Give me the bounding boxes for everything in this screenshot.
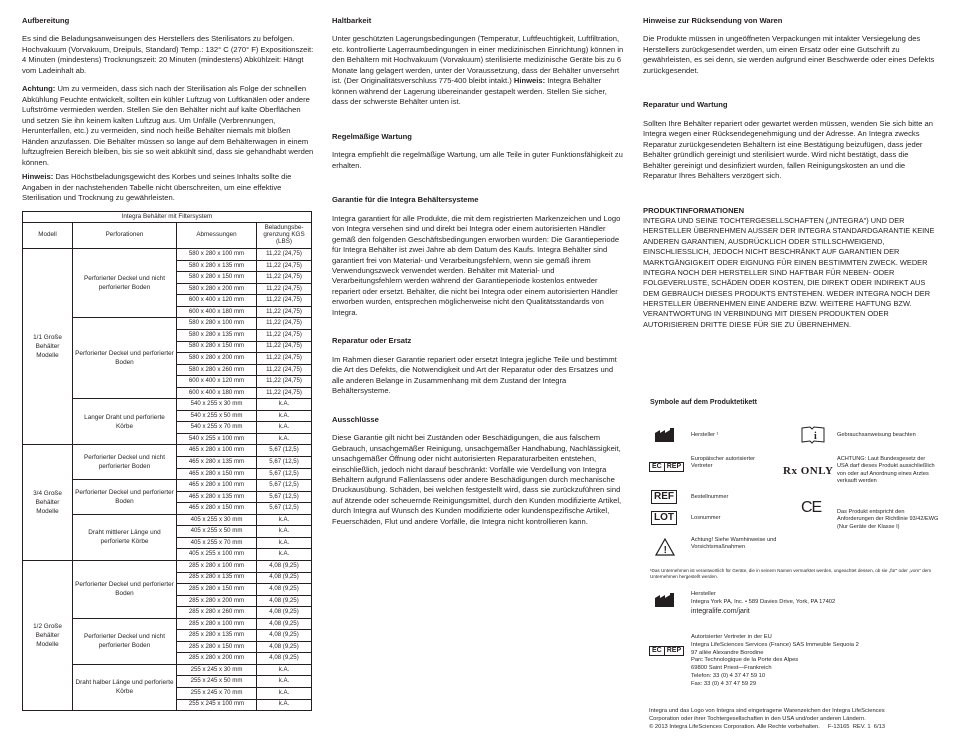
table-row	[23, 249, 312, 261]
model-cell: 1/1 Große Behälter Modelle	[23, 249, 73, 445]
load-limit-cell: 4,08 (9,25)	[257, 595, 312, 607]
achtung-paragraph	[22, 84, 314, 168]
dimension-cell: 285 x 280 x 260 mm	[177, 607, 257, 619]
load-limit-cell: 4,08 (9,25)	[257, 630, 312, 642]
perforation-cell: Langer Draht und perforierte Körbe	[73, 399, 177, 445]
dimension-cell: 580 x 280 x 260 mm	[177, 364, 257, 376]
header-perforationen: Perforationen	[73, 223, 177, 249]
rep-wartung-text: Sollten Ihre Behälter repariert oder gewartet werden müssen, wenden Sie sich bitte an Integra wegen einer Rücksendegenehmigung und der Adresse. An Integra zwecks Reparatur zurückgesendeten Behältern ist eine Bestätigung beizufügen, dass jeder Behälter gründlich gereinigt und sterilisiert wurde. Wird nicht bestätigt, dass die Behälter gereinigt und desinfiziert wurden, fallen Reinigungskosten an und die Reparatur Ihres Behälters verzögert sich.	[643, 118, 933, 181]
dimension-cell: 580 x 280 x 135 mm	[177, 330, 257, 342]
symbols-heading: Symbole auf dem Produktetikett	[650, 399, 757, 406]
eu-rep-block	[643, 634, 937, 704]
perforation-cell: Perforierter Deckel und perforierter Boden	[73, 560, 177, 618]
load-limit-cell: k.A.	[257, 699, 312, 711]
dimension-cell: 580 x 280 x 100 mm	[177, 318, 257, 330]
perforation-cell: Perforierter Deckel und nicht perforierter Boden	[73, 618, 177, 664]
dimension-cell: 465 x 280 x 150 mm	[177, 468, 257, 480]
load-limit-cell: k.A.	[257, 687, 312, 699]
dimension-cell: 465 x 280 x 100 mm	[177, 445, 257, 457]
dimension-cell: 255 x 245 x 70 mm	[177, 687, 257, 699]
hersteller-block	[643, 590, 937, 628]
load-limit-cell: 11,22 (24,75)	[257, 318, 312, 330]
dimension-cell: 255 x 245 x 100 mm	[177, 699, 257, 711]
load-limit-cell: 11,22 (24,75)	[257, 341, 312, 353]
load-limit-cell: 11,22 (24,75)	[257, 272, 312, 284]
load-limit-cell: k.A.	[257, 549, 312, 561]
sym-ecrep-label: Europäischer autorisierter Vertreter	[691, 455, 756, 470]
perforation-cell: Perforierter Deckel und nicht perforierter Boden	[73, 445, 177, 480]
dimension-cell: 405 x 255 x 70 mm	[177, 537, 257, 549]
dimension-cell: 405 x 255 x 50 mm	[177, 526, 257, 538]
dimension-cell: 600 x 400 x 120 mm	[177, 376, 257, 388]
dimension-cell: 465 x 280 x 100 mm	[177, 480, 257, 492]
column-left	[22, 16, 314, 711]
wartung-text: Integra empfiehlt die regelmäßige Wartung, um alle Teile in guter Funktionsfähigkeit zu erhalten.	[332, 150, 623, 170]
achtung-label: Achtung:	[22, 84, 56, 94]
ifu-glyph: i	[814, 430, 817, 442]
haltbarkeit-text: Unter geschützten Lagerungsbedingungen (Temperatur, Luftfeuchtigkeit, Luftfiltration, etc. kontrollierte Lagerraumbedingungen in einer medizinischen Einrichtung) können in den Behältern mit Hochvakuum (Vorvakuum) sterilisierte medizinische Geräte bis zu 6 Monate lang gelagert werden, unter der Voraussetzung, dass der Behälter unversehrt ist. (Der Originalitätsverschluss 775-400 bleibt intakt.)	[332, 34, 624, 86]
eu-phone: Telefon: 33 (0) 4 37 47 59 10	[691, 673, 766, 680]
dimension-cell: 285 x 280 x 200 mm	[177, 653, 257, 665]
rx-only-icon: Rx ONLY	[783, 464, 834, 477]
perforation-cell: Perforierter Deckel und nicht perforierter Boden	[73, 249, 177, 318]
dimension-cell: 600 x 400 x 120 mm	[177, 295, 257, 307]
load-limit-cell: 4,08 (9,25)	[257, 607, 312, 619]
load-limit-cell: k.A.	[257, 410, 312, 422]
eu-city: 69800 Saint Priest—Frankreich	[691, 665, 772, 672]
dimension-cell: 285 x 280 x 100 mm	[177, 560, 257, 572]
eu-fax: Fax: 33 (0) 4 37 47 59 29	[691, 680, 757, 687]
garantie-heading: Garantie für die Integra Behältersysteme	[332, 195, 479, 205]
load-limit-cell: 11,22 (24,75)	[257, 387, 312, 399]
load-limit-cell: 5,67 (12,5)	[257, 457, 312, 469]
model-cell: 3/4 Große Behälter Modelle	[23, 445, 73, 560]
reparatur-heading: Reparatur oder Ersatz	[332, 336, 412, 346]
load-limit-table	[22, 211, 312, 712]
eu-street: 97 allée Alexandre Borodine	[691, 649, 764, 656]
dimension-cell: 465 x 280 x 135 mm	[177, 491, 257, 503]
eu-label: Autorisierter Vertreter in der EU	[691, 634, 772, 641]
load-limit-cell: k.A.	[257, 526, 312, 538]
rep-wartung-heading: Reparatur und Wartung	[643, 100, 728, 110]
reparatur-text: Im Rahmen dieser Garantie repariert oder ersetzt Integra jegliche Teile und bestimmt die Art des Defekts, die Notwendigkeit und Art der Reparatur oder des Ersatzes und alle anderen Belange in Zusammenhang mit dem Zustand der Integra Behältersysteme.	[332, 354, 617, 396]
dimension-cell: 285 x 280 x 150 mm	[177, 584, 257, 596]
load-limit-cell: 5,67 (12,5)	[257, 503, 312, 515]
eu-rep-text	[691, 634, 859, 689]
perforation-cell: Perforierter Deckel und perforierter Boden	[73, 480, 177, 515]
hinweis-paragraph	[22, 172, 314, 203]
perforation-cell: Draht mittlerer Länge und perforierte Körbe	[73, 514, 177, 560]
legal-line-1: Integra und das Logo von Integra sind eingetragene Warenzeichen der Integra LifeSciences	[649, 708, 885, 715]
hinweis-text: Das Höchstbeladungsgewicht des Korbes und seines Inhalts sollte die Angaben in der nachstehenden Tabelle nicht überschreiten, um eine effektive Sterilisation und Trocknung zu gewährleisten.	[22, 172, 292, 203]
rep-box-2: REP	[664, 646, 684, 656]
load-limit-cell: k.A.	[257, 537, 312, 549]
haltbarkeit-heading: Haltbarkeit	[332, 16, 372, 25]
load-limit-cell: 11,22 (24,75)	[257, 249, 312, 261]
dimension-cell: 580 x 280 x 200 mm	[177, 353, 257, 365]
hersteller-address: Integra York PA, Inc. • 589 Davies Drive, York, PA 17402	[691, 599, 836, 606]
column-right	[643, 16, 937, 330]
warning-glyph: !	[663, 544, 667, 556]
sym-rx-label: ACHTUNG: Laut Bundesgesetz der USA darf dieses Produkt ausschließlich von oder auf Anordnung eines Arztes verkauft werden	[837, 455, 935, 485]
haltbarkeit-paragraph	[332, 34, 624, 107]
symbols-grid	[643, 424, 937, 564]
load-limit-cell: 11,22 (24,75)	[257, 376, 312, 388]
load-limit-cell: k.A.	[257, 433, 312, 445]
dimension-cell: 255 x 245 x 50 mm	[177, 676, 257, 688]
dimension-cell: 600 x 400 x 180 mm	[177, 306, 257, 318]
dimension-cell: 580 x 280 x 150 mm	[177, 272, 257, 284]
eu-company: Integra LifeSciences Services (France) SAS Immeuble Sequoia 2	[691, 641, 859, 648]
load-limit-cell: 11,22 (24,75)	[257, 283, 312, 295]
perforation-cell: Perforierter Deckel und perforierter Boden	[73, 318, 177, 399]
book-info-icon	[801, 426, 825, 444]
load-limit-cell: 4,08 (9,25)	[257, 572, 312, 584]
load-limit-cell: 11,22 (24,75)	[257, 260, 312, 272]
achtung-text: Um zu vermeiden, dass sich nach der Sterilisation als Folge der schnellen Abkühlung Feuchte entwickelt, sollten ein kühler Luftzug von Luftkanälen oder andere Luftströme vermieden werden. Stellen Sie den Behälter nicht auf kalte Oberflächen und setzen Sie ihn keinem kalten Luftzug aus. Um Unfälle (Verbrennungen, Herunterfallen, etc.) zu vermeiden, sind noch heiße Behälter niemals mit bloßen Händen anzufassen. Die Behälter müssen so lange auf dem Behälterwagen in einem luftzugfreien Bereich bleiben, bis sie so weit abkühlt sind, dass sie gehandhabt werden können.	[22, 84, 314, 167]
produkt-heading: PRODUKTINFORMATIONEN	[643, 205, 745, 215]
lot-icon: LOT	[651, 511, 677, 525]
dimension-cell: 285 x 280 x 135 mm	[177, 572, 257, 584]
load-limit-cell: 4,08 (9,25)	[257, 560, 312, 572]
ec-rep-icon-2	[649, 646, 684, 656]
dimension-cell: 540 x 255 x 100 mm	[177, 433, 257, 445]
load-limit-cell: 4,08 (9,25)	[257, 618, 312, 630]
dimension-cell: 540 x 255 x 70 mm	[177, 422, 257, 434]
legal-line-2: Corporation oder ihrer Tochtergesellschaften in den USA und/oder anderen Ländern.	[649, 715, 866, 722]
ec-rep-icon	[649, 462, 684, 472]
ec-box-2: EC	[649, 646, 664, 656]
sym-ifu-label: Gebrauchsanweisung beachten	[837, 431, 916, 438]
load-limit-cell: 4,08 (9,25)	[257, 653, 312, 665]
dimension-cell: 405 x 255 x 30 mm	[177, 514, 257, 526]
dimension-cell: 255 x 245 x 30 mm	[177, 664, 257, 676]
warning-triangle-icon	[655, 538, 675, 556]
rep-box: REP	[664, 462, 684, 472]
dimension-cell: 465 x 280 x 135 mm	[177, 457, 257, 469]
eu-park: Parc Technologique de la Porte des Alpes	[691, 657, 799, 664]
table-row	[23, 560, 312, 572]
dimension-cell: 465 x 280 x 150 mm	[177, 503, 257, 515]
ce-mark-icon: CE	[801, 498, 822, 516]
load-limit-cell: k.A.	[257, 664, 312, 676]
load-limit-cell: 5,67 (12,5)	[257, 480, 312, 492]
header-abmessungen: Abmessungen	[177, 223, 257, 249]
aufbereitung-text: Es sind die Beladungsanweisungen des Herstellers des Sterilisators zu befolgen. Hochvakuum (Vorvakuum, Dreipuls, Standard) Temp.: 132° C (270° F) Expositionszeit: 4 Minuten (mindestens) Trocknungszeit: 20 Minuten (mindestens) Abkühlzeit: Hängt vom Ladeinhalt ab.	[22, 34, 314, 75]
load-limit-cell: k.A.	[257, 514, 312, 526]
ruecksendung-text: Die Produkte müssen in ungeöffneten Verpackungen mit intakter Versiegelung des Herstellers zurückgesendet werden, um einen Ersatz oder eine Gutschrift zu gewährleisten, es sei denn, sie werden aufgrund einer Beschwerde oder eines Defekts zurückgesendet.	[643, 34, 935, 75]
header-beladung: Beladungsbe-grenzung KGS (LBS)	[257, 223, 312, 249]
load-limit-cell: 4,08 (9,25)	[257, 641, 312, 653]
dimension-cell: 540 x 255 x 50 mm	[177, 410, 257, 422]
dimension-cell: 580 x 280 x 200 mm	[177, 283, 257, 295]
produkt-text: INTEGRA UND SEINE TOCHTERGESELLSCHAFTEN („INTEGRA") UND DER HERSTELLER ÜBERNEHMEN AUSSER DER INTEGRA STANDARDGARANTIE KEINE ANDEREN GARANTIEN, AUSDRÜCKLICH ODER STILLSCHWEIGEND, EINSCHLIESSLICH, JEDOCH NICHT BESCHRÄNKT AUF GARANTIEN DER MARKTGÄNGIGKEIT ODER EIGNUNG FÜR EINEN BESTIMMTEN ZWECK. WEDER INTEGRA NOCH DER HERSTELLER SIND HAFTBAR FÜR NEBEN- ODER FOLGEVERLUSTE, SCHÄDEN ODER KOSTEN, DIE DIREKT ODER INDIREKT AUS DEM GEBRAUCH DIESES PRODUKTS ENTSTEHEN. WEDER INTEGRA NOCH DER HERSTELLER ÜBERNEHMEN EINE ANDERE BZW. WEITERE HAFTUNG BZW. VERANTWORTUNG IN VERBINDUNG MIT DIESEN PRODUKTEN ODER AUTORISIEREN DRITTE DIESE FÜR SIE ZU ÜBERNEHMEN.	[643, 216, 935, 329]
ruecksendung-heading: Hinweise zur Rücksendung von Waren	[643, 16, 783, 25]
header-modell: Modell	[23, 223, 73, 249]
dimension-cell: 580 x 280 x 100 mm	[177, 249, 257, 261]
sym-ref-label: Bestellnummer	[691, 493, 729, 500]
table-row	[23, 445, 312, 457]
wartung-heading: Regelmäßige Wartung	[332, 131, 412, 141]
garantie-text: Integra garantiert für alle Produkte, die mit dem registrierten Markenzeichen und Logo von Integra versehen sind und direkt bei Integra oder einem autorisierten Händler gemäß den folgenden Geschäftsbedingungen erworben wurden: Die Garantieperiode für Integra Behälter ist zwei Jahre ab dem Datum des Kaufs. Integra Behälter sind garantiert frei von Material- und Verarbeitungsfehlern, wenn sie gemäß ihrem Verwendungszweck verwendet werden. Behälter mit Material- und Verarbeitungsfehlern werden während der Garantieperiode kostenlos entweder repariert oder ersetzt. Behälter, die nicht bei Integra oder einem autorisierten Händler erworben wurden, entsprechen möglicherweise nicht den Qualitätsstandards von Integra.	[332, 213, 621, 317]
model-cell: 1/2 Große Behälter Modelle	[23, 560, 73, 710]
dimension-cell: 285 x 280 x 200 mm	[177, 595, 257, 607]
hersteller-label: Hersteller	[691, 591, 716, 598]
sym-lot-label: Losnummer	[691, 514, 721, 521]
sym-ce-label: Das Produkt entspricht den Anforderungen der Richtlinie 93/42/EWG (Nur Geräte der Klasse I)	[837, 508, 939, 530]
ausschluesse-text: Diese Garantie gilt nicht bei Zuständen oder Beschädigungen, die aus falschem Gebrauch, unsachgemäßer Reinigung, unsachgemäßer Handhabung, Nachlässigkeit, unsachgemäßer Öffnung oder nicht autorisierten Reparaturarbeiten entstehen, einschließlich, jedoch nicht darauf beschränkt: Vorfälle wie Verdellung von Integra Behältern aufgrund Fallenlassens oder andere Beschädigungen durch mechanische Druckausübung. Schäden, bei welchen festgestellt wird, dass sie zurückzuführen sind auf ätzende oder scheuernde Reinigungsmittel, durch den Kunden modifizierte Artikel, durch Integra auf Wunsch des Kunden modifizierte oder kundenspezifische Artikel, Feuerschäden, Flut und andere Vorfälle, die Integra nicht kontrollieren kann.	[332, 433, 622, 526]
perforation-cell: Draht halber Länge und perforierte Körbe	[73, 664, 177, 710]
factory-icon	[655, 428, 675, 442]
load-limit-cell: k.A.	[257, 422, 312, 434]
symbols-section	[643, 398, 937, 731]
dimension-cell: 580 x 280 x 150 mm	[177, 341, 257, 353]
load-limit-cell: 11,22 (24,75)	[257, 353, 312, 365]
load-limit-cell: 11,22 (24,75)	[257, 330, 312, 342]
load-limit-cell: 11,22 (24,75)	[257, 295, 312, 307]
load-limit-cell: k.A.	[257, 676, 312, 688]
load-limit-cell: 5,67 (12,5)	[257, 445, 312, 457]
dimension-cell: 540 x 255 x 30 mm	[177, 399, 257, 411]
hinweis-label: Hinweis:	[22, 172, 54, 182]
aufbereitung-heading: Aufbereitung	[22, 16, 70, 25]
load-limit-cell: 11,22 (24,75)	[257, 364, 312, 376]
table-caption: Integra Behälter mit Filtersystem	[23, 211, 312, 223]
sym-warning-label: Achtung! Siehe Warnhinweise und Vorsichtsmaßnahmen	[691, 536, 777, 551]
load-limit-cell: 11,22 (24,75)	[257, 306, 312, 318]
legal-notice	[649, 708, 937, 731]
hersteller-text	[691, 590, 835, 617]
load-limit-cell: 4,08 (9,25)	[257, 584, 312, 596]
load-limit-cell: k.A.	[257, 399, 312, 411]
dimension-cell: 580 x 280 x 135 mm	[177, 260, 257, 272]
legal-line-3: © 2013 Integra LifeSciences Corporation. Alle Rechte vorbehalten. F-13165 REV. 1 6/13	[649, 723, 886, 730]
load-limit-cell: 5,67 (12,5)	[257, 468, 312, 480]
dimension-cell: 285 x 280 x 150 mm	[177, 641, 257, 653]
haltbarkeit-hinweis-label: Hinweis:	[513, 76, 546, 86]
haltbarkeit-hinweis-text: Integra Behälter können während der Lagerung übereinander gestapelt werden. Stellen Sie sicher, dass der schwerste Behälter unten ist.	[332, 76, 607, 107]
factory-icon-2	[655, 593, 675, 607]
ref-icon: REF	[651, 490, 677, 504]
column-middle	[332, 16, 624, 527]
dimension-cell: 285 x 280 x 100 mm	[177, 618, 257, 630]
dimension-cell: 600 x 400 x 180 mm	[177, 387, 257, 399]
dimension-cell: 405 x 255 x 100 mm	[177, 549, 257, 561]
dimension-cell: 285 x 280 x 135 mm	[177, 630, 257, 642]
hersteller-url: integralife.com/jarit	[691, 607, 750, 615]
ec-box: EC	[649, 462, 664, 472]
load-limit-cell: 5,67 (12,5)	[257, 491, 312, 503]
sym-manufacturer-label: Hersteller ¹	[691, 431, 719, 438]
footnote: ¹Das Unternehmen ist verantwortlich für Geräte, die in seinem Namen vermarktet werden, ungeachtet dessen, ob sie „für" oder „vom" dem Unternehmen hergestellt werden.	[650, 567, 932, 579]
ausschluesse-heading: Ausschlüsse	[332, 414, 379, 424]
